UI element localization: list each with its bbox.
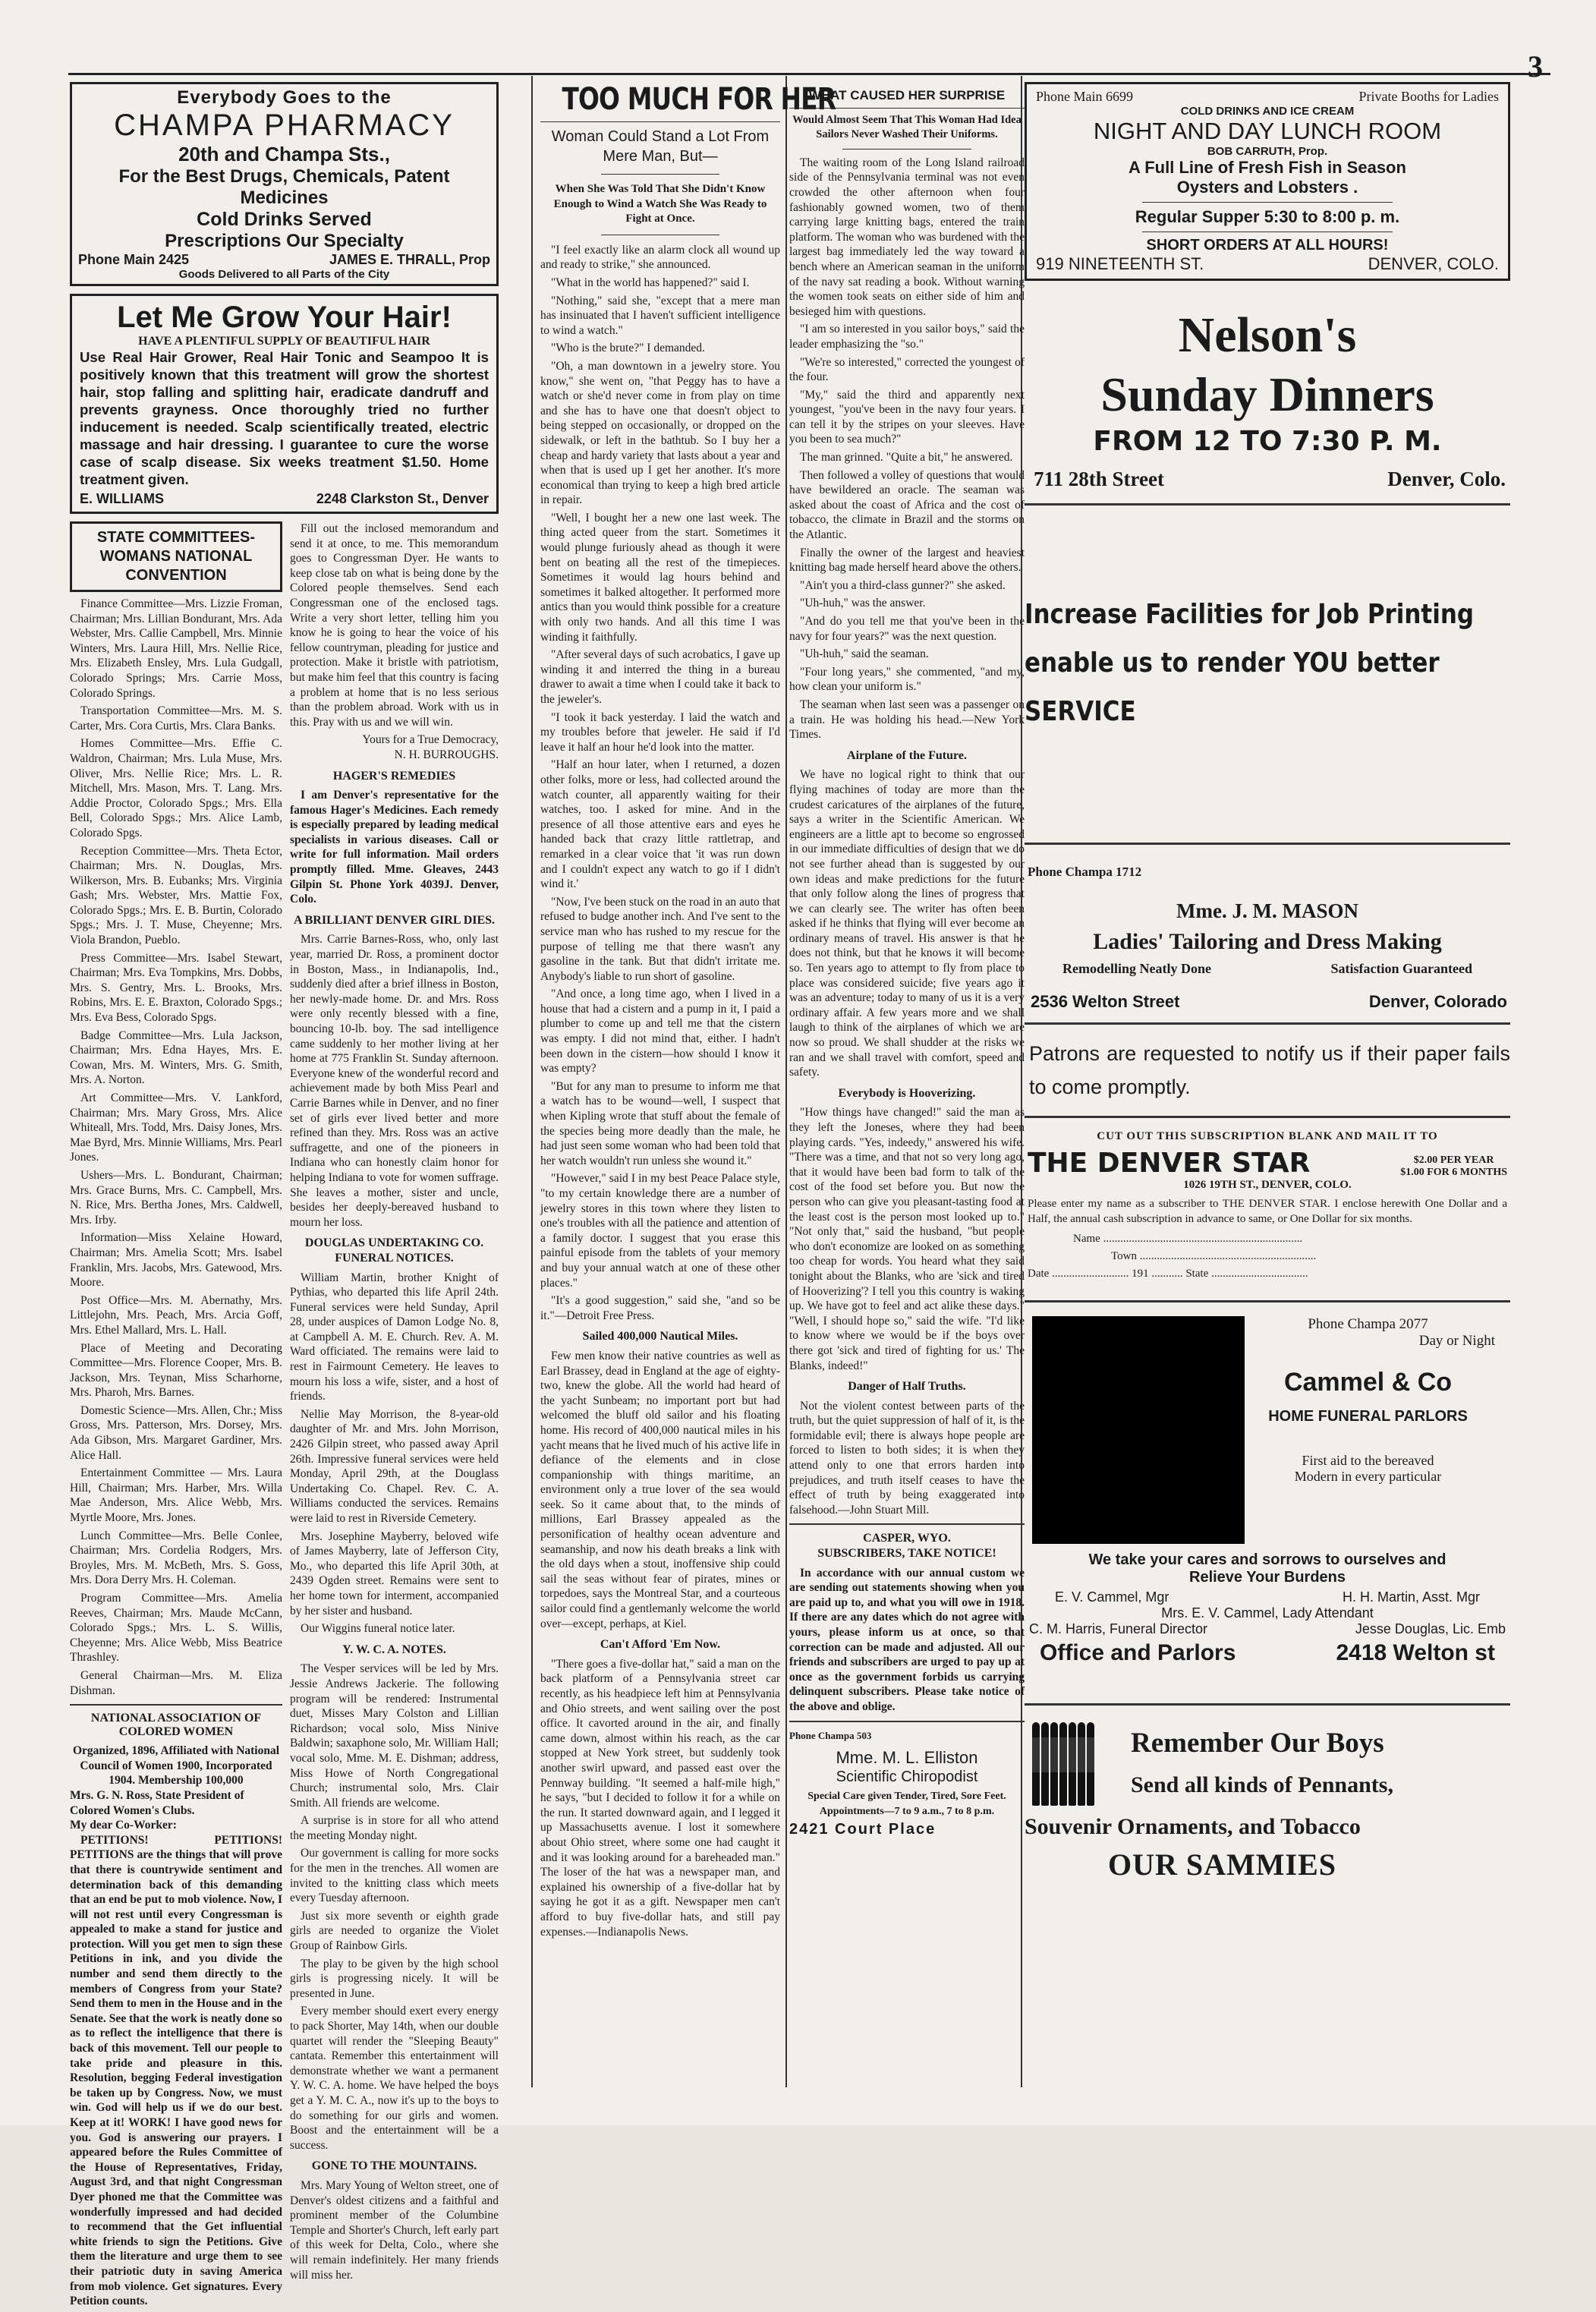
column-1 [70, 82, 499, 2308]
hooverizing-body: "How things have changed!" said the man as they left the Joneses, where they had been playing cards. "Yes, indeedy," answered his wife. "There was a time, and that not so very long ago, that it would have been bad form to talk of the cost of the food set before you. But now the person who can give you pleasant-tasting food at the least cost is the person most looked up to." "Not only that," said the husband, "but people who don't economize are looked on as something too cheap for words. You heard what they said tonight about the Blanks, who are 'sick and tired of Hooverizing'? I tell you this country is waking up. We have got to feel and act alike these days." "Well, I should hope so," said the wife. "I'd like to know where we would be if the boys over there got 'sick and tired of fighting for us.' The Blanks, indeed!" [789, 1106, 1025, 1372]
sammies-line1: Remember Our Boys [1131, 1728, 1384, 1759]
surprise-paragraph: Finally the owner of the largest and heaviest knitting bag made herself heard above the others. [789, 546, 1025, 575]
col1-right-subcolumn [290, 521, 499, 2312]
douglas-paragraph: Our Wiggins funeral notice later. [301, 1622, 455, 1636]
cammel-office: Office and Parlors [1040, 1640, 1236, 1665]
subscription-year: 191 [1132, 1268, 1149, 1280]
half-truths-title: Danger of Half Truths. [848, 1380, 966, 1394]
committees-column [70, 521, 282, 2312]
subscription-town-label: Town [1111, 1250, 1137, 1262]
elliston-address: 2421 Court Place [789, 1820, 937, 1838]
lunch-phone: Phone Main 6699 [1036, 89, 1133, 104]
subscription-address: 1026 19TH ST., DENVER, COLO. [1183, 1179, 1352, 1191]
champa-line4: Cold Drinks Served [197, 209, 372, 230]
ywca-paragraph: Our government is calling for more socks for the men in the trenches. All women are invited to the knitting class which meets every Tuesday afternoon. [290, 1847, 499, 1905]
lunch-short: SHORT ORDERS AT ALL HOURS! [1146, 237, 1389, 254]
committee-paragraph: General Chairman—Mrs. M. Eliza Dishman. [70, 1668, 282, 1697]
too-much-paragraph: "Nothing," said she, "except that a mere man has insinuated that I haven't sufficient intelligence to wind a watch." [540, 294, 780, 337]
surprise-paragraph: "We're so interested," corrected the youngest of the four. [789, 355, 1025, 384]
lunch-line2: Oysters and Lobsters . [1176, 178, 1358, 197]
nacw-organized: Organized, 1896, Affiliated with National Council of Women 1900, Incorporated 1904. Membership 100,000 [72, 1744, 280, 1788]
too-much-paragraph: "What in the world has happened?" said I. [551, 276, 750, 289]
subscription-paper: THE DENVER STAR [1028, 1148, 1311, 1179]
patrons-note: Patrons are requested to notify us if their paper fails to come promptly. [1029, 1042, 1510, 1098]
douglas-paragraph: Mrs. Josephine Mayberry, beloved wife of James Mayberry, late of Jefferson City, Mo., who departed this life April 30th, at 2439 Ogden street. Remains were sent to her home town for interment, accompanied by her sister and husband. [290, 1529, 499, 1617]
ywca-paragraph: The Vesper services will be led by Mrs. Jessie Andrews Jackerie. The following program will be rendered: Instrumental duet, Misses Mary Colston and Lillian Richardson; vocal solo, Miss Ninive Baldwin; saxaphone solo, Mr. William Hall; vocal solo, Mme. M. E. Dishman; address, Miss Howe of North Congregational Church; instrumental solo, Mrs. Clair Smith. All friends are welcome. [290, 1662, 499, 1810]
champa-address: 20th and Champa Sts., [178, 143, 390, 165]
airplane-title: Airplane of the Future. [847, 748, 967, 762]
ywca-paragraph: A surprise is in store for all who attend the meeting Monday night. [290, 1814, 499, 1842]
nelson-hours: FROM 12 TO 7:30 P. M. [1093, 426, 1442, 457]
cammel-line1: We take your cares and sorrows to ourselves and [1088, 1551, 1446, 1568]
column-divider [531, 76, 533, 2087]
cammel-aid1: First aid to the bereaved [1302, 1453, 1434, 1468]
committees-header-box [70, 521, 282, 592]
subscription-date-label: Date [1028, 1268, 1050, 1280]
champa-name: CHAMPA PHARMACY [114, 109, 455, 142]
too-much-sub2: When She Was Told That She Didn't Know Enough to Wind a Watch She Was Ready to Fight at Once. [553, 183, 767, 225]
cammel-p2: H. H. Martin, Asst. Mgr [1342, 1589, 1480, 1605]
cammel-p5: Jesse Douglas, Lic. Emb [1355, 1621, 1506, 1636]
nacw-president: Mrs. G. N. Ross, State President of Colored Women's Clubs. [70, 1788, 244, 1817]
nelson-city: Denver, Colo. [1387, 468, 1506, 490]
sammies-ad [1025, 1712, 1510, 1909]
surprise-paragraph: The seaman when last seen was a passenger on a train. He was holding his head.—New York Times. [789, 698, 1025, 742]
surprise-paragraph: Then followed a volley of questions that would have bewildered an oracle. The seaman was asked about the coast of Africa and the cost of tobacco, the climate in Brazil and the storms on the Atlantic. [789, 468, 1025, 542]
lunch-booths: Private Booths for Ladies [1358, 89, 1499, 104]
cammel-type: HOME FUNERAL PARLORS [1268, 1408, 1468, 1425]
elliston-name: Mme. M. L. Elliston [836, 1748, 978, 1768]
too-much-paragraph: "However," said I in my best Peace Palace style, "to my certain knowledge there are a number of jewelry stores in this town where they listen to one's troubles with all the patience and attention of a family doctor. I suggest that you erase this painful episode from the tablets of your memory and buy your annual watch at one of these other places." [540, 1172, 780, 1290]
champa-line1: Everybody Goes to the [177, 87, 392, 108]
cammel-ad [1025, 1309, 1510, 1741]
too-much-paragraph: "It's a good suggestion," said she, "and so be it."—Detroit Free Press. [540, 1294, 780, 1322]
committee-paragraph: Press Committee—Mrs. Isabel Stewart, Chairman; Mrs. Eva Tompkins, Mrs. Dobbs, Mrs. S. Gentry, Mrs. L. Brooks, Mrs. Robins, Mrs. E. E. Braxton, Colorado Spgs.; Mrs. Eva Bess, Colorado Spgs. [70, 951, 282, 1025]
douglas-paragraph: Nellie May Morrison, the 8-year-old daughter of Mr. and Mrs. John Morrison, 2426 Gilpin street, who passed away April 26th. Impressive funeral services were held Monday, April 29th, at the Douglass Undertaking Co. Chapel. Rev. C. A. Williams conducted the services. Remains were laid to rest in Riverside Cemetery. [290, 1407, 499, 1525]
committee-paragraph: Entertainment Committee — Mrs. Laura Hill, Chairman; Mrs. Harber, Mrs. Willa Mae Anderson, Mrs. Alice Webb, Mrs. Myrtle Moore, Mrs. Jones. [70, 1466, 282, 1525]
cammel-p4: C. M. Harris, Funeral Director [1029, 1621, 1208, 1636]
casper-title: CASPER, WYO. [863, 1532, 951, 1545]
surprise-paragraph: The man grinned. "Quite a bit," he answered. [800, 451, 1013, 465]
half-truths-body: Not the violent contest between parts of the truth, but the quiet suppression of half of it, is the formidable evil; there is always hope people are forced to listen to both sides; it is when they attend only to one that errors harden into prejudices, and truth itself ceases to have the effect of truth by being exaggerated into falsehood.—John Stuart Mill. [789, 1399, 1025, 1517]
too-much-paragraph: "But for any man to presume to inform me that a watch has to be wound—well, I suspect that when Kipling wrote that stuff about the female of the species being more deadly than the male, he had just seen some woman who had been told that her watch wouldn't run unless she wound it." [540, 1079, 780, 1167]
mason-right: Satisfaction Guaranteed [1330, 961, 1472, 976]
lunch-address: 919 NINETEENTH ST. [1036, 254, 1204, 273]
too-much-paragraph: "And once, a long time ago, when I lived in a house that had a cistern and a pump in it, I paid a plumber to come up and tell me that the cistern was empty. I did not mind that, either. I hadn't been down in the cistern—how should I know it was empty? [540, 987, 780, 1076]
committees-title: STATE COMMITTEES-WOMANS NATIONAL CONVENTION [96, 529, 256, 584]
portrait-image [1032, 1316, 1245, 1544]
subscription-blank: CUT OUT THIS SUBSCRIPTION BLANK AND MAIL IT TO THE DENVER STAR $2.00 PER YEAR $1.00 FOR 6 MONTHS 1026 19TH ST., DENVER, COLO. Please enter my name as a subscriber to THE DENVER STAR. I enclose herewith One Dollar and a Half, the annual cash subscription in advance to same, or One Dollar for six months. Name ...................................................................... Town .............................................................. Date ........................... 191 ........... State .................................. [1028, 1130, 1507, 1280]
hair-title: Let Me Grow Your Hair! [117, 301, 452, 334]
cammel-phone: Phone Champa 2077 [1308, 1316, 1428, 1332]
champa-line5: Prescriptions Our Specialty [165, 231, 404, 251]
nelson-address: 711 28th Street [1034, 468, 1164, 490]
petition-end-body: Fill out the inclosed memorandum and send it at once, to me. This memorandum goes to Congressman Dyer. He wants to keep close tab on what is being done by the Colored people themselves. Send each Congressman one of the enclosed tags. Write a very short letter, telling him you know he is going to hear the voice of his fellow countryman, pleading for justice and protection. Make it bristle with patriotism, but make him feel that this country is facing a problem at home that is no less serious than the problem abroad. Work with us in this. Pray with us and we will win. [290, 522, 499, 729]
committee-paragraph: Reception Committee—Mrs. Theta Ector, Chairman; Mrs. N. Douglas, Mrs. Wilkerson, Mrs. B. Eubanks; Mrs. Virginia Gash; Mrs. Webster, Mrs. Mattie Fox, Colorado Spgs.; Mrs. E. B. Burtin, Colorado Spgs.; Mrs. J. T. Muse, Cheyenne; Mrs. Viola Brandon, Pueblo. [70, 844, 282, 947]
cant-afford-body: "There goes a five-dollar hat," said a man on the back platform of a Pennsylvania street car recently, as his headpiece left him at Pennsylvania and Ohio streets, and went sailing over the post office. It cavorted around in the air, and finally came down, almost within his reach, as the car stopped at New York street, but suddenly took another swirl upward, and passed east over the Pennway building. "It seemed a half-mile high," he says, "but I decided to follow it for a while on the run. It started downward again, and I legged it up Massachusetts avenue. I lost it somewhere about Ohio street, where some one had caught it and it was looking around for a bareheaded man." The loser of the hat was a newspaper man, and explained his ownership of a five-dollar hat by saying he got it as a gift. Newspaper men can't afford to buy five-dollar hats, and still pay expenses.—Indianapolis News. [540, 1657, 780, 1939]
subscription-state-label: State [1185, 1268, 1209, 1280]
airplane-body: We have no logical right to think that our flying machines of today are more than the crudest caricatures of the airplanes of the future, says a writer in the Scientific American. We engineers are a little apt to become so engrossed in our immediate difficulties of design that we do not see further ahead than is suggested by our own ideas and make predictions for the future that only follow along the lines of progress that we can clearly see. The writer has often been asked if he thinks that flying will ever become an ordinary means of travel. His answer is that he does not think, but that he knows it will become so. Ten years ago to attempt to fly from place to place was considered suicide; five years ago it was an adventure; today to many of us it is a very ordinary affair. A few years more and we shall laugh to think of the airplanes of which we are now so proud. We shall shudder at the risks we ran and we shall travel with comfort, speed and safety. [789, 768, 1025, 1079]
sammies-line4: OUR SAMMIES [1108, 1847, 1337, 1882]
hooverizing-title: Everybody is Hooverizing. [838, 1086, 976, 1100]
committees-list [70, 597, 282, 1698]
committee-paragraph: Transportation Committee—Mrs. M. S. Carter, Mrs. Cora Curtis, Mrs. Clara Banks. [70, 704, 282, 732]
committee-paragraph: Ushers—Mrs. L. Bondurant, Chairman; Mrs. Grace Burns, Mrs. C. Campbell, Mrs. N. Rice, Mrs. Bertha Jones, Mrs. Caldwell, Mrs. Irby. [70, 1168, 282, 1227]
mason-name: Mme. J. M. MASON [1176, 899, 1358, 922]
hair-address: 2248 Clarkston St., Denver [316, 491, 489, 506]
too-much-sub1: Woman Could Stand a Lot From Mere Man, But— [551, 128, 770, 165]
sammies-line2: Send all kinds of Pennants, [1131, 1772, 1393, 1797]
petition-sign1: Yours for a True Democracy, [362, 733, 499, 747]
column-3 [789, 82, 1025, 2086]
ywca-paragraph: Just six more seventh or eighth grade girls are needed to organize the Violet Group of Rainbow Girls. [290, 1909, 499, 1953]
hair-name: E. WILLIAMS [80, 491, 164, 506]
too-much-paragraph: "I feel exactly like an alarm clock all wound up and ready to strike," she announced. [540, 243, 780, 272]
subscription-header: CUT OUT THIS SUBSCRIPTION BLANK AND MAIL IT TO [1097, 1130, 1438, 1142]
too-much-title: TOO MUCH FOR HER [562, 82, 836, 117]
committee-paragraph: Place of Meeting and Decorating Committee—Mrs. Florence Cooper, Mrs. B. Jackson, Mrs. Teynan, Miss Scharhorne, Mrs. Pharoh, Mrs. Barnes. [70, 1341, 282, 1400]
top-rule [68, 73, 1550, 75]
mason-left: Remodelling Neatly Done [1062, 961, 1211, 976]
champa-line3: For the Best Drugs, Chemicals, Patent Medicines [118, 166, 450, 208]
douglas-title: DOUGLAS UNDERTAKING CO. FUNERAL NOTICES. [304, 1236, 484, 1265]
committee-paragraph: Art Committee—Mrs. V. Lankford, Chairman; Mrs. Mary Gross, Mrs. Alice Whiteall, Mrs. Todd, Mrs. Daisy Jones, Mrs. Mae Byrd, Mrs. Minnie Williams, Mrs. Pearl Jones. [70, 1091, 282, 1164]
champa-phone: Phone Main 2425 [78, 252, 190, 267]
petition-sign2: N. H. BURROUGHS. [394, 748, 499, 761]
committee-paragraph: Post Office—Mrs. M. Abernathy, Mrs. Littlejohn, Mrs. Peach, Mrs. Arcia Goff, Mrs. Ethel Mallard, Mrs. L. Hall. [70, 1293, 282, 1337]
casper-body: In accordance with our annual custom we are sending out statements showing when you are paid up to, and what you will owe in 1918. If there are any dates which do not agree with yours, please inform us at once, so that correction can be made and adjusted. All our friends and subscribers are urged to pay up at once as the government forbids us carrying delinquent subscribers. Please take notice of the above and oblige. [789, 1566, 1025, 1713]
champa-prop: JAMES E. THRALL, Prop [329, 252, 490, 267]
column-divider [785, 76, 787, 2087]
too-much-paragraph: "Now, I've been stuck on the road in an auto that refused to budge another inch. And I've sent to the service man who has rushed to my rescue for the purpose of telling me that there wasn't any gasoline in the tank. But that didn't irritate me. Anybody's liable to run short of gasoline. [540, 895, 780, 983]
cammel-name: Cammel & Co [1283, 1368, 1453, 1397]
too-much-paragraph: "Half an hour later, when I returned, a dozen other folks, more or less, had collected around the watch counter, all apparently waiting for their watches, too. I asked for mine. And in the presence of all those attentive ears and eyes he handed back that crazy little rattletrap, and remarked in a clear voice that 'it was run down and I couldn't expect any watch to go if I didn't wind it.' [540, 758, 780, 891]
surprise-paragraph: "Uh-huh," said the seaman. [800, 647, 929, 661]
cant-afford-title: Can't Afford 'Em Now. [600, 1638, 721, 1652]
lunch-name: NIGHT AND DAY LUNCH ROOM [1093, 118, 1442, 144]
too-much-paragraph: "Well, I bought her a new one last week. The thing acted queer from the start. Sometimes it would plunge furiously ahead as though it were bent on beating all the rest of the timepieces. Sometimes it would lag hours behind and sometimes it balked altogether. It performed more antics than you would think possible for a creature with only two hands. And all this time I was winding it faithfully. [540, 511, 780, 644]
mason-title: Ladies' Tailoring and Dress Making [1093, 929, 1442, 954]
mason-city: Denver, Colorado [1368, 992, 1507, 1011]
column-4 [1025, 82, 1510, 2086]
surprise-paragraph: "Ain't you a third-class gunner?" she asked. [800, 578, 1006, 592]
lunch-line1: A Full Line of Fresh Fish in Season [1129, 158, 1406, 177]
subscription-name-label: Name [1073, 1233, 1100, 1245]
cammel-aid2: Modern in every particular [1294, 1469, 1442, 1484]
mason-phone: Phone Champa 1712 [1028, 865, 1142, 879]
too-much-paragraph: "Oh, a man downtown in a jewelry store. You know," she went on, "that Peggy has to have a watch or she'd never come in from play on time and she has to have one that doesn't object to being stepped on occasionally, or dropped on the sidewalk, or left in the bathtub. So I buy her a cheap and hardy variety that lasts about a year and when that is used up I get her another. It's more economical than trying to keep a high bred article in repair. [540, 359, 780, 507]
brilliant-title: A BRILLIANT DENVER GIRL DIES. [293, 913, 496, 927]
elliston-line: Special Care given Tender, Tired, Sore Feet. Appointments—7 to 9 a.m., 7 to 8 p.m. [807, 1791, 1006, 1817]
surprise-sub: Would Almost Seem That This Woman Had Idea Sailors Never Washed Their Uniforms. [792, 113, 1022, 141]
elliston-title: Scientific Chiropodist [836, 1768, 978, 1785]
elliston-phone: Phone Champa 503 [789, 1729, 872, 1741]
nacw-title: NATIONAL ASSOCIATION OF COLORED WOMEN [90, 1712, 262, 1739]
surprise-paragraph: "I am so interested in you sailor boys," said the leader emphasizing the "so." [789, 323, 1025, 351]
hair-ad [70, 294, 499, 514]
lunch-city: DENVER, COLO. [1368, 254, 1499, 273]
mountains-body: Mrs. Mary Young of Welton street, one of Denver's oldest citizens and a faithful and prominent member of the Columbine Temple and Shorter's Church, left early part of this week for Delta, Colo., where she will remain indefinitely. Her many friends will miss her. [290, 2178, 499, 2282]
cammel-p3: Mrs. E. V. Cammel, Lady Attendant [1161, 1605, 1374, 1621]
committee-paragraph: Badge Committee—Mrs. Lula Jackson, Chairman; Mrs. Edna Hayes, Mrs. E. Cowan, Mrs. M. Winters, Mrs. G. Smith, Mrs. A. Norton. [70, 1028, 282, 1087]
lunch-prop: BOB CARRUTH, Prop. [1207, 145, 1328, 158]
ywca-paragraph: The play to be given by the high school girls is progressing nicely. It will be presented in June. [290, 1957, 499, 2000]
committee-paragraph: Lunch Committee—Mrs. Belle Conlee, Chairman; Mrs. Cordelia Rodgers, Mrs. Broyles, Mrs. M. McBeth, Mrs. S. Goss, Mrs. Dora Derry Mrs. H. Coleman. [70, 1529, 282, 1587]
too-much-paragraph: "Who is the brute?" I demanded. [551, 342, 705, 355]
champa-line6: Goods Delivered to all Parts of the City [178, 268, 390, 281]
committee-paragraph: Domestic Science—Mrs. Allen, Chr.; Miss Gross, Mrs. Patterson, Mrs. Dorsey, Mrs. Ada Gibson, Mrs. Margaret Gardiner, Mrs. Alice Hall. [70, 1403, 282, 1462]
champa-pharmacy-ad [70, 82, 499, 286]
committee-paragraph: Program Committee—Mrs. Amelia Reeves, Chairman; Mrs. Maude McCann, Colorado Spgs.; Mrs. L. S. Willis, Cheyenne; Mrs. Alice Webb, Miss Beatrice Thrashley. [70, 1592, 282, 1665]
mason-address: 2536 Welton Street [1031, 992, 1180, 1011]
subscription-rate2: $1.00 FOR 6 MONTHS [1400, 1167, 1507, 1178]
hager-body: I am Denver's representative for the famous Hager's Medicines. Each remedy is especially prepared by leading medical specialists in various diseases. Call or write for full information. Mail orders promptly filled. Mme. Gleaves, 2443 Gilpin St. Phone York 4039J. Denver, Colo. [290, 789, 499, 906]
job-printing-line: Increase Facilities for Job Printing enable us to render YOU better SERVICE [1025, 599, 1475, 727]
ywca-title: Y. W. C. A. NOTES. [342, 1643, 446, 1656]
sailed-body: Few men know their native countries as well as Earl Brassey, dead in England at the age of eighty-two, knew the globe. All the world had heard of the yacht Sunbeam; no important port but had welcomed the bluff old sailor and his floating home. His record of 400,000 nautical miles in his yacht means that he lived much of his active life in defiance of the elements and in close companionship with things maritime, an environment only a true lover of the sea would seek. So it came about that, to the minds of millions, Earl Brassey appealed as the personification of healthy ocean adventure and seamanship, and now his death breaks a link with the old days when a stout, inoffensive ship could sail the seas without fear of pirates, mines or torpedoes, says the Montreal Star, and a courteous sailor could find a gentlemanly welcome the world over—except, perhaps, at Kiel. [540, 1349, 780, 1630]
nacw-body: PETITIONS! PETITIONS! PETITIONS are the things that will prove that there is countrywide sentiment and determination back of this demanding that an end be put to mob violence. Now, I will not rest until every Congressman is appealed to make a stand for justice and protection. Will you get men to sign these Petitions in ink, and you divide the number and send them directly to the members of Congress from your State? Send them to men in the House and in the Senate. See that the work is neatly done so as to reflect the intelligence that there is back of this movement. Tell our people to take pride and pleasure in this. Resolution, begging Federal investigation be taken up by Congress. Now, we must win. God will help us if we do our best. Keep at it! WORK! I have good news for you. God is answering our prayers. I appeared before the Rules Committee of the House of Representatives, Friday, August 3rd, and that night Congressman Dyer phoned me that the Committee was wonderfully impressed and had decided to recommend that the Get influential white friends to sign the Petitions. Give them the literature and urge them to see their patriotic duty in saving America from mob violence. Get signatures. Every Petition counts. [70, 1833, 282, 2308]
cammel-p1: E. V. Cammel, Mgr [1055, 1589, 1169, 1605]
subscription-rate1: $2.00 PER YEAR [1413, 1154, 1494, 1166]
surprise-paragraph: "My," said the third and apparently next youngest, "you've been in the navy four years. I can tell it by the stripes on your sleeves. Have you been to sea much?" [789, 388, 1025, 446]
soldiers-illustration [1032, 1722, 1094, 1806]
committee-paragraph: Homes Committee—Mrs. Effie C. Waldron, Chairman; Mrs. Lula Muse, Mrs. Oliver, Mrs. Nellie Rice; Mrs. L. R. Mitchell, Mrs. Mason, Mrs. T. Lang. Mrs. Addie Proctor, Colorado Spgs.; Mrs. Ella Bell, Colorado Spgs.; Mrs. Alice Lamb, Colorado Spgs. [70, 737, 282, 839]
page-number: 3 [1528, 49, 1543, 83]
surprise-paragraph: The waiting room of the Long Island railroad side of the Pennsylvania terminal was not even crowded the other afternoon when four fashionably gowned women, two of them carrying large knitting bags, entered the train platform. The woman who was burdened with the largest bag immediately led the way toward a bench where an American seaman in the uniform of the navy sat reading a book. Without warning the women took seats on either side of him and besieged him with questions. [789, 156, 1025, 318]
sailed-title: Sailed 400,000 Nautical Miles. [582, 1330, 738, 1343]
committee-paragraph: Finance Committee—Mrs. Lizzie Froman, Chairman; Mrs. Lillian Bondurant, Mrs. Ada Webster, Mrs. Callie Campbell, Mrs. Minnie Winters, Mrs. Laura Hill, Mrs. Nellie Rice, Mrs. Elizabeth Ensley, Mrs. Lula Gudgall, Colorado Springs; Mrs. Carrie Moss, Colorado Springs. [70, 597, 282, 700]
cammel-address: 2418 Welton st [1336, 1640, 1495, 1665]
nelson-name: Nelson's [1178, 307, 1357, 363]
surprise-paragraph: "Four long years," she commented, "and my, how clean your uniform is." [789, 665, 1025, 694]
brilliant-body: Mrs. Carrie Barnes-Ross, who, only last year, married Dr. Ross, a prominent doctor in Boston, Mass., in Indianapolis, Ind., suddenly died after a brief illness in Boston, her newly-made home. Dr. and Mrs. Ross were only recently blessed with a fine, bouncing 10-lb. boy. The sad intelligence came suddenly to her mother living at her home at 775 Franklin St. Sunday afternoon. Everyone knew of the wonderful record and achievement made by both Miss Pearl and Carrie Barnes while in Denver, and no finer set of girls ever lived better and more refined than they. Mrs. Ross was an active suffragette, and one of the pioneers in Indiana who can honestly claim honor for helping Indiana to vote for women suffrage. She leaves a mother, sister and uncle, besides her deeply-bereaved husband to mourn her loss. [290, 933, 499, 1229]
committee-paragraph: Information—Miss Xelaine Howard, Chairman; Mrs. Amelia Scott; Mrs. Isabel Franklin, Mrs. Jacobs, Mrs. Gatewood, Mrs. Moore. [70, 1231, 282, 1290]
hair-body: Use Real Hair Grower, Real Hair Tonic and Seampoo It is positively known that this treatment will grow the shortest hair, stop falling and splitting hair, eradicate dandruff and prevents grayness. Once thoroughly tried no further inducement is needed. Scalp scientifically treated, electric massage and hair dressing. I guarantee to cure the worse case of scalp disease. Six weeks treatment $1.50. Home treatment given. [80, 349, 489, 487]
ywca-paragraph: Every member should exert every energy to pack Shorter, May 14th, when our double quartet will render the "Sleeping Beauty" cantata. Remember this entertainment will demonstrate whether we want a permanent Y. W. C. A. home. We have helped the boys get a Y. M. C. A., now it's up to the boys to do something for our girls and women. Boost and the entertainment will be a success. [290, 2005, 499, 2152]
sammies-line3: Souvenir Ornaments, and Tobacco [1025, 1814, 1361, 1839]
lunch-drinks: COLD DRINKS AND ICE CREAM [1180, 105, 1355, 118]
mountains-title: GONE TO THE MOUNTAINS. [311, 2159, 477, 2173]
subscription-body: Please enter my name as a subscriber to THE DENVER STAR. I enclose herewith One Dollar and a Half, the annual cash subscription in advance to same, or One Dollar for six months. [1028, 1198, 1507, 1225]
nacw-salutation: My dear Co-Worker: [70, 1819, 177, 1832]
nelson-line: Sunday Dinners [1100, 367, 1434, 421]
hair-subtitle: HAVE A PLENTIFUL SUPPLY OF BEAUTIFUL HAIR [138, 335, 430, 348]
too-much-paragraph: "I took it back yesterday. I laid the watch and my troubles before that jeweler. He said if I'd leave it half an hour he'd look into the matter. [540, 710, 780, 754]
lunch-room-ad [1025, 82, 1510, 281]
surprise-paragraph: "Uh-huh," was the answer. [800, 597, 926, 610]
casper-sub: SUBSCRIBERS, TAKE NOTICE! [817, 1547, 996, 1561]
hager-title: HAGER'S REMEDIES [332, 769, 456, 783]
surprise-paragraph: "And do you tell me that you've been in the navy for four years?" was the next question. [789, 615, 1025, 643]
surprise-title: WHAT CAUSED HER SURPRISE [808, 88, 1006, 102]
douglas-paragraph: William Martin, brother Knight of Pythias, who departed this life April 24th. Funeral services were held Sunday, April 28, under auspices of Damon Lodge No. 8, at Campbell A. M. E. Church. Rev. A. M. Ward officiated. The remains were laid to rest in Fairmount Cemetery. He leaves to mourn his loss a wife, sister, and a host of friends. [290, 1271, 499, 1403]
cammel-line2: Relieve Your Burdens [1189, 1569, 1346, 1586]
lunch-supper: Regular Supper 5:30 to 8:00 p. m. [1135, 207, 1400, 226]
cammel-hours: Day or Night [1418, 1333, 1495, 1349]
too-much-paragraph: "After several days of such acrobatics, I gave up winding it and interred the thing in a bureau drawer to await a time when I could take it back to the jeweler's. [540, 648, 780, 706]
